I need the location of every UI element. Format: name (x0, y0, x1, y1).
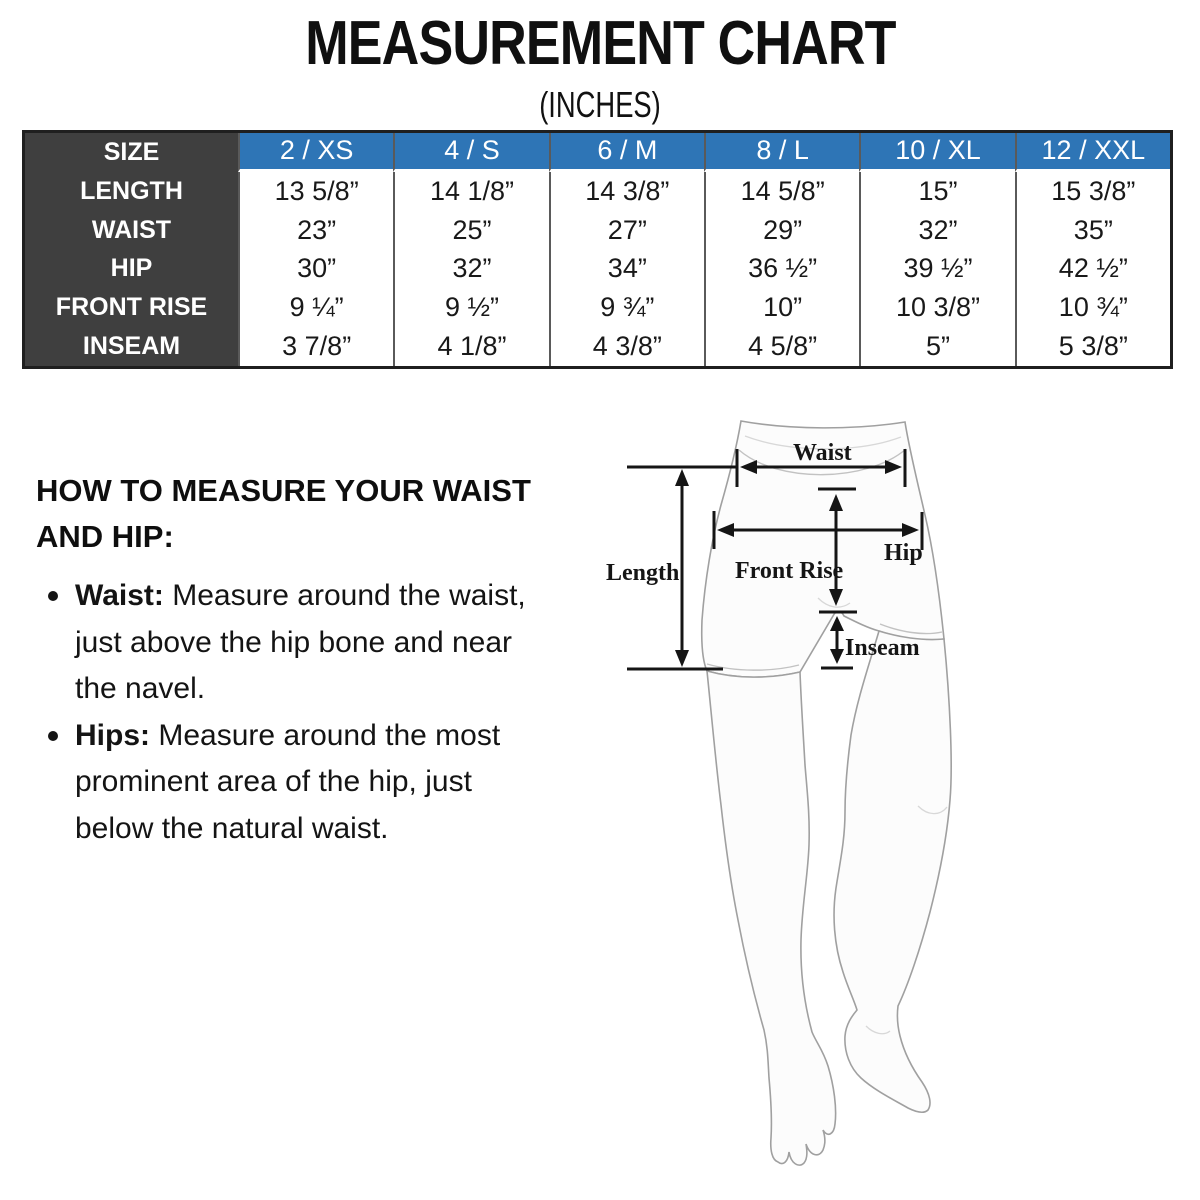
measurement-value-cell: 3 7/8” (238, 327, 393, 366)
measurement-value-cell: 9 ¼” (238, 288, 393, 327)
front-rise-label: Front Rise (735, 558, 844, 584)
size-header-cell: 4 / S (393, 133, 548, 172)
bullet-dot (48, 731, 58, 741)
row-label-cell: HIP (25, 249, 238, 288)
page-title-row (0, 8, 1200, 79)
length-label: Length (606, 560, 680, 586)
size-header-cell: 6 / M (549, 133, 704, 172)
measurement-value-cell: 14 3/8” (549, 172, 704, 211)
measurement-value-cell: 9 ¾” (549, 288, 704, 327)
instruction-term: Hips: (75, 718, 150, 752)
waist-label: Waist (793, 440, 852, 466)
table-corner-size-label: SIZE (25, 133, 238, 172)
measurement-value-cell: 32” (859, 211, 1014, 250)
hip-label: Hip (884, 540, 923, 566)
measurement-value-cell: 15 3/8” (1015, 172, 1170, 211)
measurement-table (22, 130, 1173, 369)
how-to-measure-section (36, 468, 548, 852)
measurement-value-cell: 27” (549, 211, 704, 250)
measurement-value-cell: 36 ½” (704, 249, 859, 288)
row-label-cell: WAIST (25, 211, 238, 250)
measurement-value-cell: 5” (859, 327, 1014, 366)
inseam-arrowhead-bottom (830, 649, 844, 664)
measurement-diagram (600, 400, 1200, 1200)
measurement-value-cell: 32” (393, 249, 548, 288)
measurement-value-cell: 35” (1015, 211, 1170, 250)
measurement-value-cell: 42 ½” (1015, 249, 1170, 288)
measurement-value-cell: 13 5/8” (238, 172, 393, 211)
measurement-value-cell: 30” (238, 249, 393, 288)
measurement-value-cell: 23” (238, 211, 393, 250)
size-header-cell: 12 / XXL (1015, 133, 1170, 172)
row-label-cell: LENGTH (25, 172, 238, 211)
row-label-cell: FRONT RISE (25, 288, 238, 327)
instruction-term: Waist: (75, 579, 164, 613)
measurement-value-cell: 25” (393, 211, 548, 250)
measurement-value-cell: 29” (704, 211, 859, 250)
measurement-value-cell: 4 5/8” (704, 327, 859, 366)
how-to-measure-heading: HOW TO MEASURE YOUR WAIST AND HIP: (36, 473, 531, 554)
measurement-value-cell: 5 3/8” (1015, 327, 1170, 366)
size-header-cell: 2 / XS (238, 133, 393, 172)
page-title: MEASUREMENT CHART (304, 9, 896, 78)
length-arrowhead-bottom (675, 650, 689, 667)
measurement-value-cell: 14 5/8” (704, 172, 859, 211)
measurement-value-cell: 39 ½” (859, 249, 1014, 288)
measurement-value-cell: 14 1/8” (393, 172, 548, 211)
page-subtitle-row (0, 84, 1200, 126)
measurement-value-cell: 9 ½” (393, 288, 548, 327)
legs-figure (702, 421, 951, 1165)
left-leg-outline (707, 671, 836, 1165)
instruction-list (36, 573, 548, 852)
measurement-value-cell: 15” (859, 172, 1014, 211)
instruction-item (48, 573, 548, 713)
measurement-value-cell: 10” (704, 288, 859, 327)
size-header-cell: 10 / XL (859, 133, 1014, 172)
length-arrowhead-top (675, 469, 689, 486)
instruction-item (48, 713, 548, 853)
instruction-text: Waist: Measure around the waist, just above the hip bone and near the navel. (75, 579, 526, 706)
size-header-cell: 8 / L (704, 133, 859, 172)
bullet-dot (48, 591, 58, 601)
measurement-value-cell: 10 3/8” (859, 288, 1014, 327)
row-label-cell: INSEAM (25, 327, 238, 366)
instruction-text: Hips: Measure around the most prominent area of the hip, just below the natural waist. (75, 718, 501, 845)
measurement-value-cell: 4 3/8” (549, 327, 704, 366)
measurement-value-cell: 34” (549, 249, 704, 288)
units-subtitle: (INCHES) (539, 84, 661, 125)
measurement-value-cell: 10 ¾” (1015, 288, 1170, 327)
measurement-value-cell: 4 1/8” (393, 327, 548, 366)
inseam-label: Inseam (845, 635, 920, 661)
right-leg-outline (834, 631, 951, 1112)
